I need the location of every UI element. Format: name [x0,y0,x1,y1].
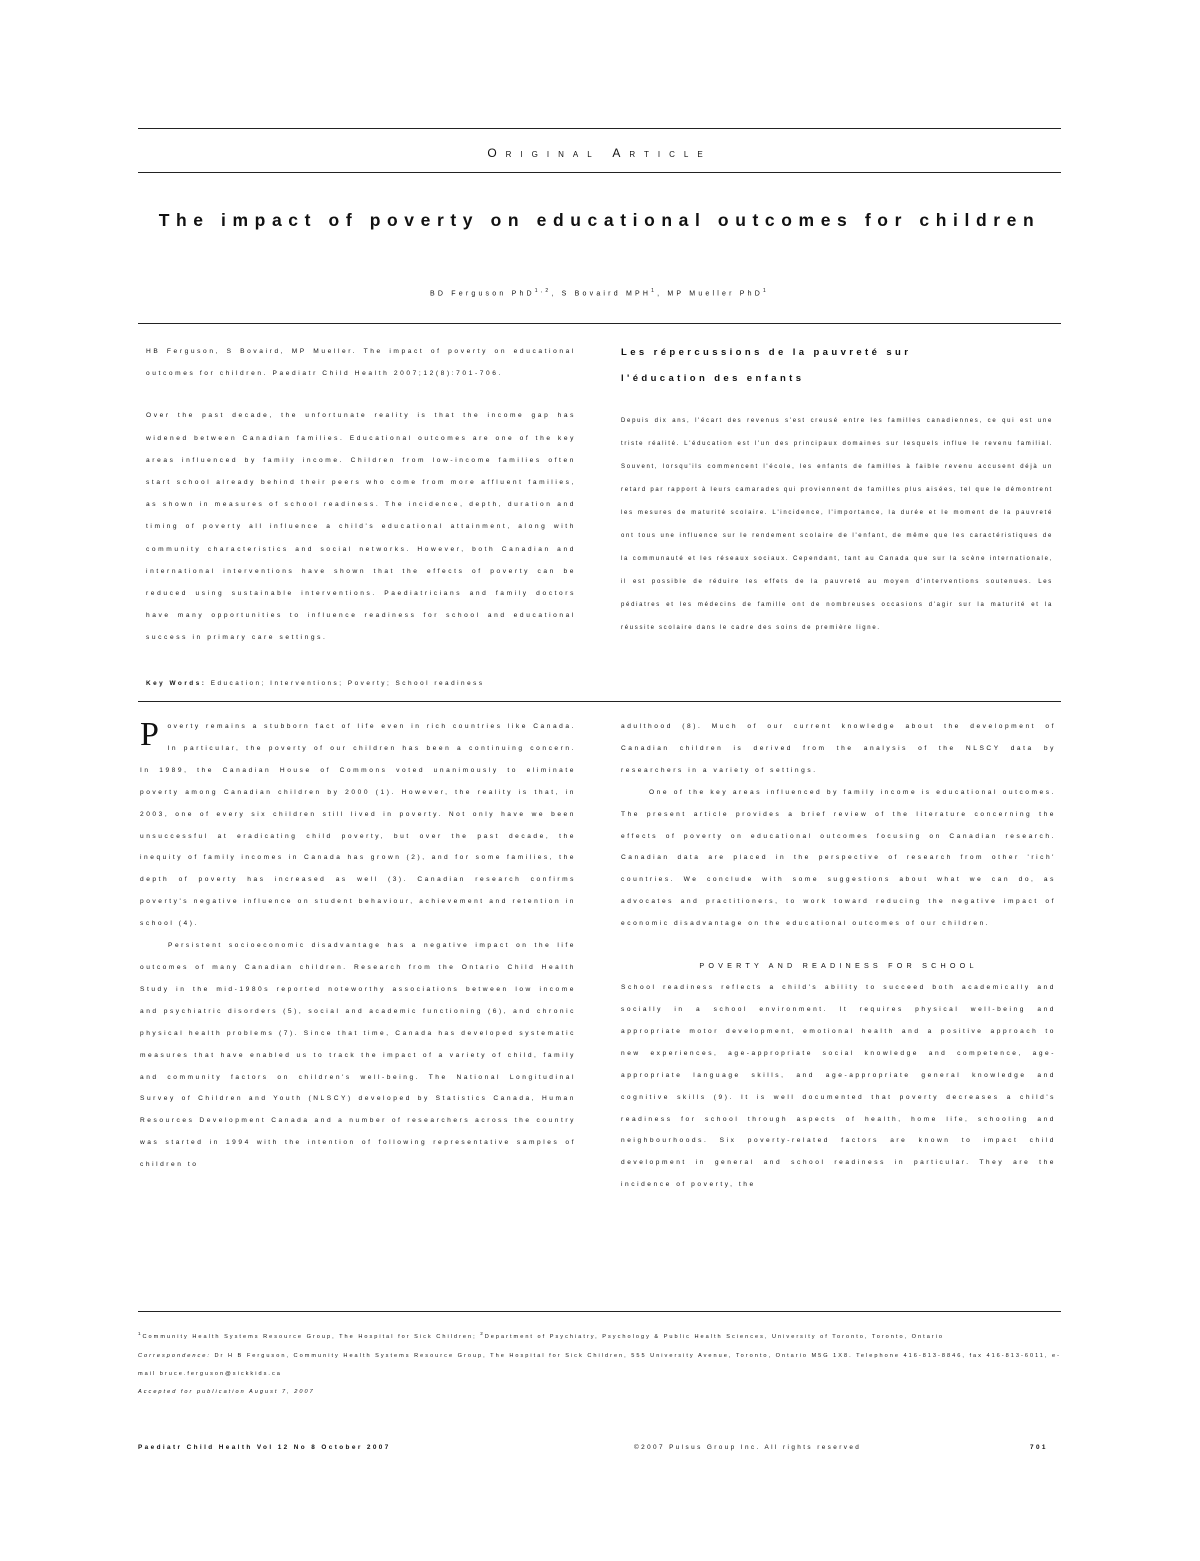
abstract-top-rule [138,323,1061,324]
drop-cap: P [140,716,162,753]
keywords-label: Key Words: [146,680,207,687]
abstract-bottom-rule [138,701,1061,702]
affiliations [138,1325,1061,1346]
abstract-text: Over the past decade, the unfortunate reality is that the income gap has widened between Canadian families. Educational outcomes are one of the key areas influenced by family income. Children from low-income families often start school already behind their peers who come from more affluent families, as shown in measures of school readiness. The incidence, depth, duration and timing of poverty all influence a child's educational attainment, along with community characteristics and social networks. However, both Canadian and international interventions have shown that the effects of poverty can be reduced using sustainable interventions. Paediatricians and family doctors have many opportunities to influence readiness for school and educational success in primary care settings. [146,412,576,642]
french-title-line-2: l'éducation des enfants [621,373,805,384]
accepted-date: Accepted for publication August 7, 2007 [138,1388,315,1395]
affil-sup-2: 2 [480,1331,485,1336]
article-title: The impact of poverty on educational outcomes for children [158,210,1041,230]
page-number: 701 [1030,1444,1048,1451]
section-rule [138,172,1061,173]
author-line: BD Ferguson PhD$^{1,2}$, S Bovaird MPH$^1$, MP Mueller PhD$^1$ [429,288,770,298]
body-column-right [621,716,1056,1196]
correspondence-text: Dr H B Ferguson, Community Health Systems Resource Group, The Hospital for Sick Children, 555 University Avenue, Toronto, Ontario M5G 1X8. Telephone 416-813-8846, fax 416-813-6011, e-mail bruce.ferguson@sickkids.ca [138,1353,1061,1378]
body-column-left [140,716,576,1176]
abstract-english [146,341,576,650]
abstract-french [621,340,1053,640]
affiliation-1: Community Health Systems Resource Group, The Hospital for Sick Children; [142,1333,477,1340]
french-abstract-text: Depuis dix ans, l'écart des revenus s'est creusé entre les familles canadiennes, ce qui est une triste réalité. L'éducation est l'un des principaux domaines sur lesquels influe le revenu familial. Souvent, lorsqu'ils commencent l'école, les enfants de familles à faible revenu accusent déjà un retard par rapport à leurs camarades qui proviennent de familles plus aisées, tel que le démontrent les mesures de maturité scolaire. L'incidence, l'importance, la durée et le moment de la pauvreté ont tous une influence sur le rendement scolaire de l'enfant, de même que les caractéristiques de la communauté et les réseaux sociaux. Cependant, tant au Canada que sur la scène internationale, il est possible de réduire les effets de la pauvreté au moyen d'interventions soutenues. Les pédiatres et les médecins de famille ont de nombreuses occasions d'agir sur la maturité et la réussite scolaire dans le cadre des soins de première ligne. [621,418,1053,631]
french-title-line-1: Les répercussions de la pauvreté sur [621,347,912,358]
footnotes [138,1325,1061,1401]
author-3: MP Mueller PhD [667,290,764,298]
author-1: BD Ferguson PhD [429,290,535,298]
copyright: ©2007 Pulsus Group Inc. All rights reserved [634,1444,862,1451]
author-1-affil: 1,2 [534,288,552,294]
keywords-line [146,680,485,687]
correspondence-label: Correspondence: [138,1353,211,1360]
affiliation-2: Department of Psychiatry, Psychology & Public Health Sciences, University of Toronto, Toronto, Ontario [484,1333,945,1340]
footnote-rule [138,1311,1061,1312]
correspondence [138,1348,1061,1383]
top-rule [138,128,1061,129]
section-heading: POVERTY AND READINESS FOR SCHOOL [699,961,978,971]
body-paragraph-2: Persistent socioeconomic disadvantage has a negative impact on the life outcomes of many Canadian children. Research from the Ontario Child Health Study in the mid-1980s reported noteworthy associations between low income and psychiatric disorders (5), social and academic functioning (6), and chronic physical health problems (7). Since that time, Canada has developed systematic measures that have enabled us to track the impact of a variety of child, family and community factors on children's well-being. The National Longitudinal Survey of Children and Youth (NLSCY) developed by Statistics Canada, Human Resources Development Canada and a number of researchers across the country was started in 1994 with the intention of following representative samples of children to [140,942,576,1169]
keywords-list: Education; Interventions; Poverty; School readiness [210,680,485,687]
body-paragraph-3: adulthood (8). Much of our current knowledge about the development of Canadian children is derived from the analysis of the NLSCY data by researchers in a variety of settings. [621,723,1056,774]
author-2: S Bovaird MPH [561,290,652,298]
body-paragraph-4: One of the key areas influenced by family income is educational outcomes. The present article provides a brief review of the literature concerning the effects of poverty on educational outcomes focusing on Canadian research. Canadian data are placed in the perspective of research from other 'rich' countries. We conclude with some suggestions about what we can do, as advocates and practitioners, to work toward reducing the negative impact of economic disadvantage on the educational outcomes of our children. [621,788,1056,928]
journal-citation: Paediatr Child Health Vol 12 No 8 October 2007 [138,1444,391,1451]
body-paragraph-5: School readiness reflects a child's ability to succeed both academically and socially in a school environment. It requires physical well-being and appropriate motor development, emotional health and a positive approach to new experiences, age-appropriate social knowledge and competence, age-appropriate language skills, and age-appropriate general knowledge and cognitive skills (9). It is well documented that poverty decreases a child's readiness for school through aspects of health, home life, schooling and neighbourhoods. Six poverty-related factors are known to impact child development in general and school readiness in particular. They are the incidence of poverty, the [621,984,1056,1189]
section-label: Original Article [487,146,712,160]
affil-sup-1: 1 [138,1331,143,1336]
abstract-citation: HB Ferguson, S Bovaird, MP Mueller. The impact of poverty on educational outcomes for children. Paediatr Child Health 2007;12(8):701-706. [146,348,576,378]
body-paragraph-1-text: overty remains a stubborn fact of life even in rich countries like Canada. In particular, the poverty of our children has been a continuing concern. In 1989, the Canadian House of Commons voted unanimously to eliminate poverty among Canadian children by 2000 (1). However, the reality is that, in 2003, one of every six children still lived in poverty. Not only have we been unsuccessful at eradicating child poverty, but over the past decade, the inequity of family incomes in Canada has grown (2), and for some families, the depth of poverty has increased as well (3). Canadian research confirms poverty's negative influence on student behaviour, achievement and retention in school (4). [140,723,576,928]
author-2-affil: 1 [651,288,658,294]
body-paragraph-1 [140,716,576,935]
author-3-affil: 1 [763,288,770,294]
